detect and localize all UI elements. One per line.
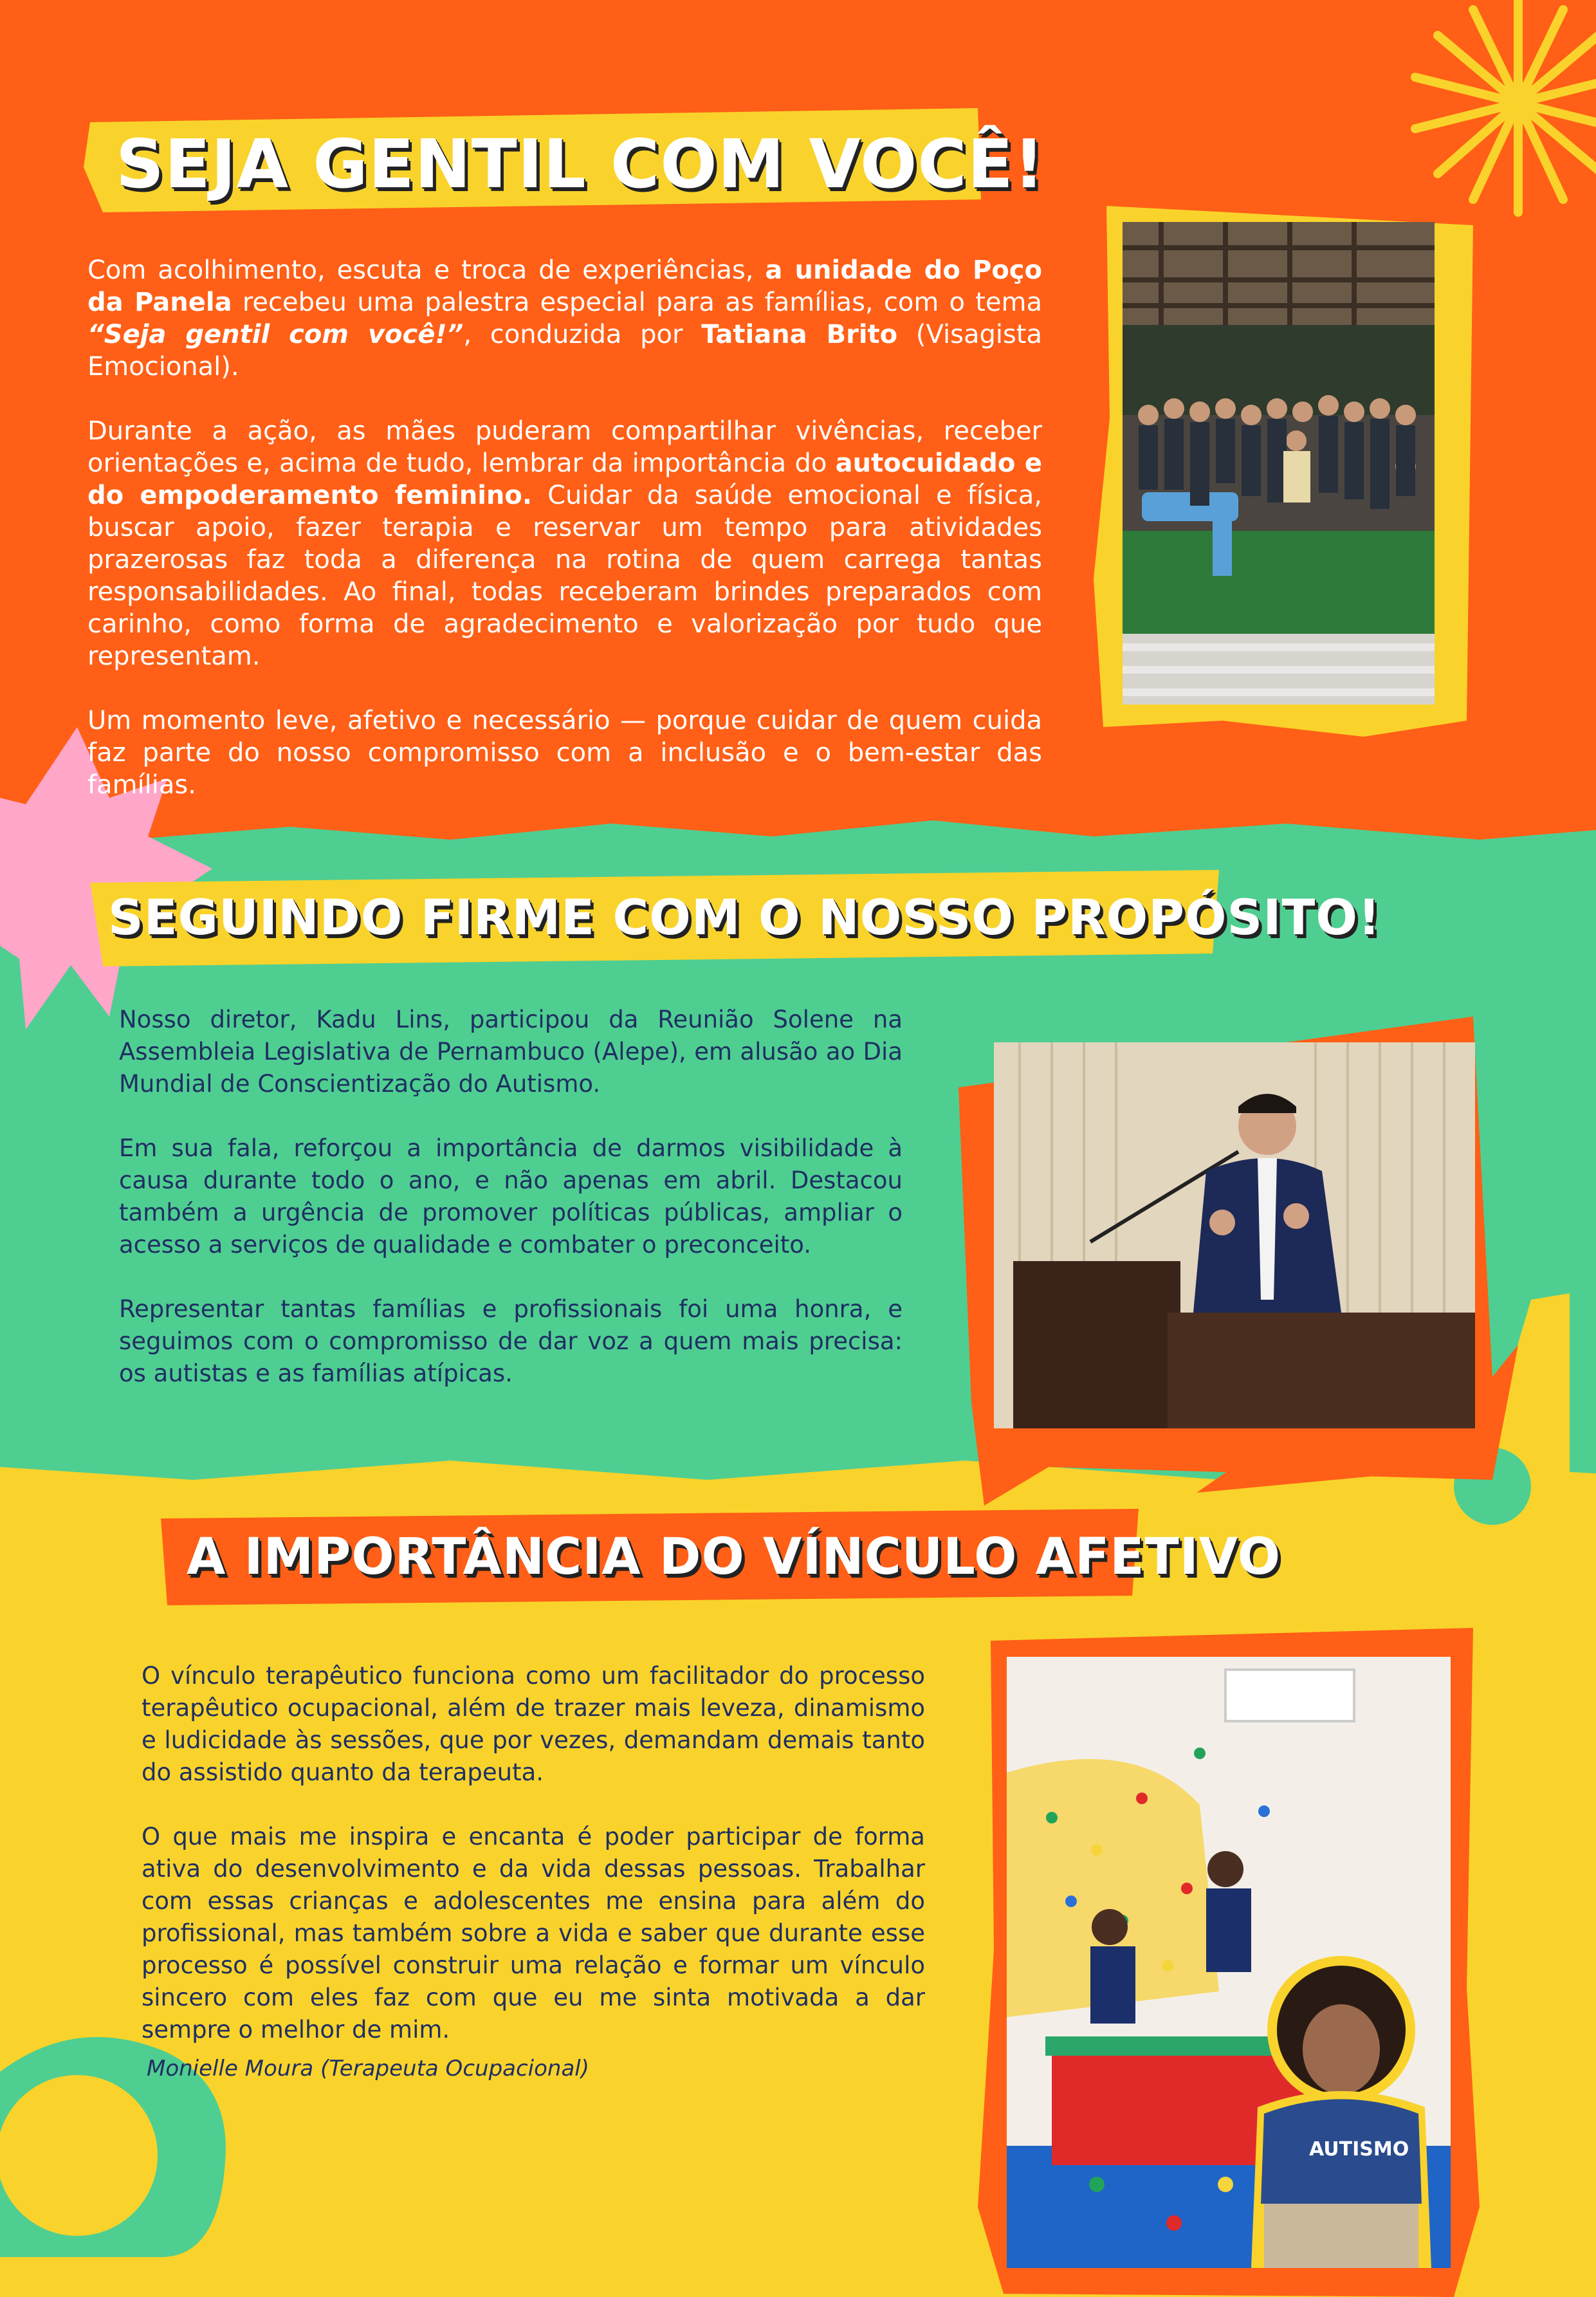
paragraph: Um momento leve, afetivo e necessário — porque cuidar de quem cuida faz parte do nosso compromisso com a inclusão e o bem-estar das famílias. [87, 706, 1042, 800]
paragraph: O que mais me inspira e encanta é poder participar de forma ativa do desenvolvimento e da vida dessas pessoas. Trabalhar com essas crianças e adolescentes me ensina para além do profissional, mas também sobre a vida e saber que durante esse processo é possível construir uma relação e formar um vínculo sincero com eles faz com que eu me sinta motivada a dar sempre o melhor de mim. [142, 1823, 925, 2043]
section-title: SEGUINDO FIRME COM O NOSSO PROPÓSITO! [108, 888, 1381, 946]
section-purpose [0, 836, 1596, 1480]
section-bond [0, 1480, 1596, 2257]
paragraph: Nosso diretor, Kadu Lins, participou da Reunião Solene na Assembleia Legislativa de Pernambuco (Alepe), em alusão ao Dia Mundial de Conscientização do Autismo. [119, 1006, 903, 1098]
paragraph: Durante a ação, as mães puderam compartilhar vivências, receber orientações e, acima de tudo, lembrar da importância do autocuidado e do empoderamento feminino. Cuidar da saúde emocional e física, buscar apoio, fazer terapia e reservar um tempo para atividades prazerosas faz toda a diferença na rotina de quem carrega tantas responsabilidades. Ao final, todas receberam brindes preparados com carinho, como forma de agradecimento e valorização por tudo que representam. [87, 416, 1043, 671]
group-photo-mothers [1123, 222, 1435, 705]
paragraph: O vínculo terapêutico funciona como um facilitador do processo terapêutico ocupacional, além de trazer mais leveza, dinamismo e ludicidade às sessões, que por vezes, demandam demais tanto do assistido quanto da terapeuta. [142, 1662, 925, 1786]
section-body [87, 254, 1042, 801]
paragraph: Representar tantas famílias e profissionais foi uma honra, e seguimos com o compromisso de dar voz a quem mais precisa: os autistas e as famílias atípicas. [119, 1295, 903, 1387]
shirt-text: AUTISMO [1309, 2138, 1409, 2161]
section-kindness [0, 0, 1596, 800]
section-body [119, 1004, 903, 1390]
section-body [142, 1660, 925, 2046]
director-speech-photo [994, 1042, 1475, 1428]
paragraph: Com acolhimento, escuta e troca de experiências, a unidade do Poço da Panela recebeu uma palestra especial para as famílias, com o tema “Seja gentil com você!”, conduzida por Tatiana Brito (Visagista Emocional). [87, 255, 1043, 382]
section-title: A IMPORTÂNCIA DO VÍNCULO AFETIVO [187, 1528, 1281, 1586]
section-title: SEJA GENTIL COM VOCÊ! [116, 125, 1045, 203]
paragraph: Em sua fala, reforçou a importância de darmos visibilidade à causa durante todo o ano, e não apenas em abril. Destacou também a urgência de promover políticas públicas, ampliar o acesso a serviços de qualidade e combater o preconceito. [119, 1134, 903, 1259]
signature: Monielle Moura (Terapeuta Ocupacional) [147, 2056, 590, 2081]
therapist-photo [1007, 1657, 1451, 2268]
